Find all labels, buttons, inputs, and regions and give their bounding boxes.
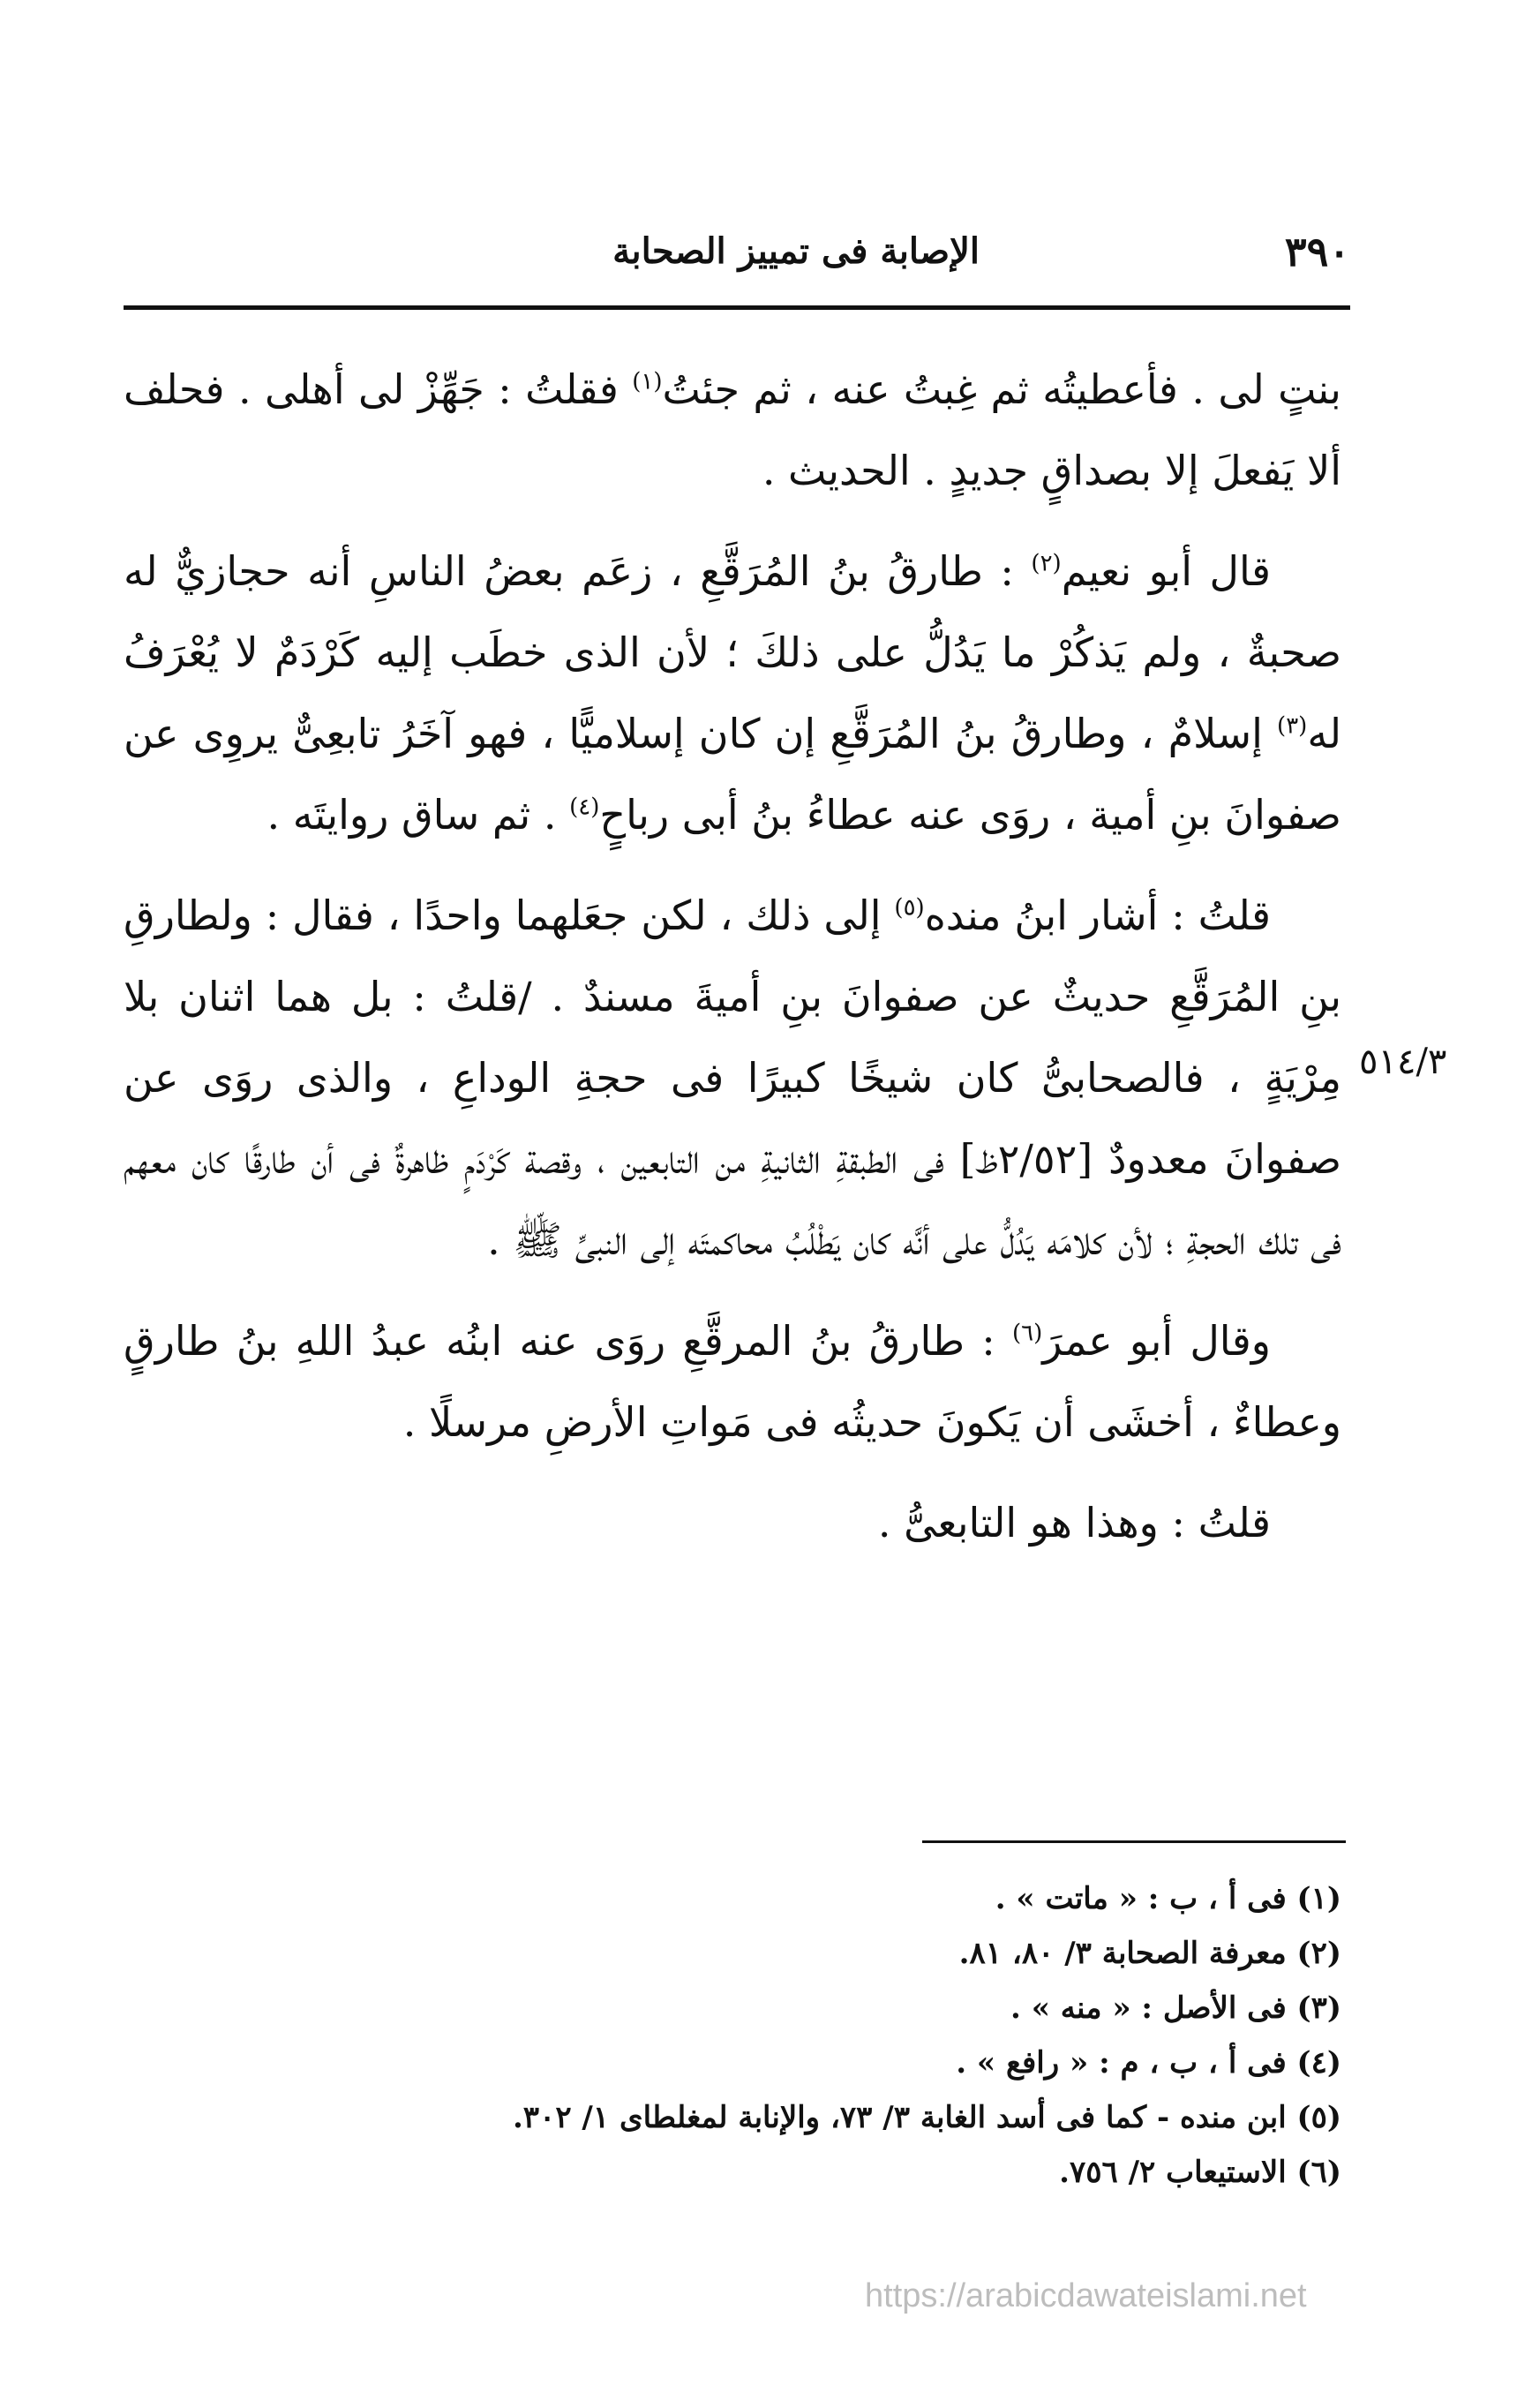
footnote-ref: (٤) xyxy=(569,794,600,821)
footnote-ref: (١) xyxy=(632,368,663,395)
footnote-ref: (٣) xyxy=(1277,712,1308,740)
footnotes xyxy=(124,1871,1341,2200)
footnote-1: (١) فى أ ، ب : « ماتت » . xyxy=(995,1881,1341,1916)
paragraph-text: بنتٍ لى . فأعطيتُه ثم غِبتُ عنه ، ثم جئتُ xyxy=(662,365,1341,413)
paragraph-text: فقلتُ : جَهِّزْ لى أهلى . فحلف ألا يَفعلَ إلا بصداقٍ جديدٍ . الحديث . xyxy=(124,365,1341,494)
paragraph-text: إلى ذلك ، لكن جعَلهما واحدًا ، فقال : ولطارقِ بنِ المُرَقَّعِ حديثٌ عن صفوانَ بنِ أميةَ مسندٌ . /قلتُ : بل هما اثنان بلا مِرْيَةٍ ، فالصحابىُّ كان شيخًا كبيرًا فى حجةِ الوداعِ ، والذى روَى عن صفوانَ معدودٌ xyxy=(124,892,1342,1183)
paragraph-text: . ثم ساق روايتَه . xyxy=(267,791,570,839)
footnote-ref: (٥) xyxy=(894,894,925,922)
paragraph-text: قال أبو نعيم xyxy=(1061,547,1271,595)
paragraph-5 xyxy=(124,1482,1341,1563)
footnote-ref: (٦) xyxy=(1011,1320,1043,1347)
footnote-3: (٣) فى الأصل : « منه » . xyxy=(1010,1990,1341,2026)
paragraph-text: قلتُ : وهذا هو التابعىُّ . xyxy=(877,1499,1271,1546)
manuscript-folio-ref: [٢/٥٢ظ] xyxy=(943,1135,1108,1183)
footnote-2: (٢) معرفة الصحابة ٣/ ٨٠، ٨١. xyxy=(958,1936,1341,1971)
paragraph-text: : طارقُ بنُ المُرَقَّعِ ، زعَم بعضُ الناسِ أنه حجازيٌّ له صحبةٌ ، ولم يَذكُرْ ما يَدُلُّ على ذلكَ ؛ لأن الذى خطَب إليه كَرْدَمٌ لا يُعْرَفُ له xyxy=(124,547,1341,757)
paragraph-text: إسلامٌ ، وطارقُ بنُ المُرَقَّعِ إن كان إسلاميًّا ، فهو آخَرُ تابعِىٌّ يروِى عن صفوانَ بنِ أمية ، روَى عنه عطاءُ بنُ أبى رباحٍ xyxy=(124,710,1341,839)
footnote-4: (٤) فى أ ، ب ، م : « رافع » . xyxy=(956,2045,1341,2081)
paragraph-text: قلتُ : أشار ابنُ منده xyxy=(924,892,1271,939)
main-text xyxy=(124,349,1341,1583)
paragraph-text: فى الطبقةِ الثانيةِ من التابعين ، وقصة كَرْدَمٍ ظاهرةٌ فى أن طارقًا كان معهم فى تلك الحجةِ ؛ لأن كلامَه يَدُلُّ على أنَّه كان يَطْلُبُ محاكمتَه إلى النبىِّ ﷺ . xyxy=(124,1135,1341,1264)
paragraph-text: وقال أبو عمرَ xyxy=(1042,1317,1272,1365)
paragraph-1 xyxy=(124,349,1341,511)
footnote-ref: (٢) xyxy=(1031,550,1062,577)
watermark-url: https://arabicdawateislami.net xyxy=(865,2277,1307,2314)
paragraph-4 xyxy=(124,1300,1341,1463)
page-number: ٣٩٠ xyxy=(1284,228,1350,275)
running-title: الإصابة فى تمييز الصحابة xyxy=(612,230,980,272)
footnote-6: (٦) الاستيعاب ٢/ ٧٥٦. xyxy=(1059,2155,1341,2190)
paragraph-3 xyxy=(124,875,1341,1281)
page-header xyxy=(124,221,1350,282)
margin-reference: ٥١٤/٣ xyxy=(1359,1042,1447,1082)
footnote-rule xyxy=(922,1840,1346,1843)
footnote-5: (٥) ابن منده - كما فى أسد الغابة ٣/ ٧٣، والإنابة لمغلطاى ١/ ٣٠٢. xyxy=(512,2100,1341,2135)
paragraph-text: : طارقُ بنُ المرقَّعِ روَى عنه ابنُه عبدُ اللهِ بنُ طارقٍ وعطاءٌ ، أخشَى أن يَكونَ حديثُه فى مَواتِ الأرضِ مرسلًا . xyxy=(124,1317,1341,1446)
header-rule xyxy=(124,305,1350,310)
paragraph-2 xyxy=(124,531,1341,855)
